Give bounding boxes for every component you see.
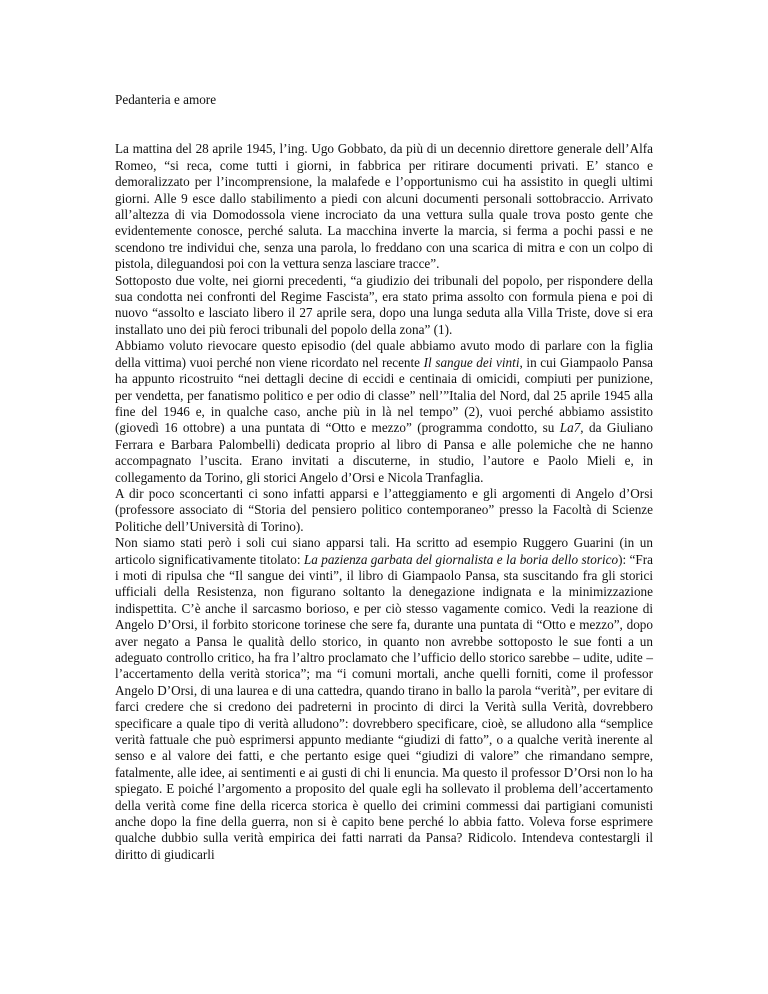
text-run: , da Giuliano Ferrara e Barbara Palombelli) dedicata proprio al libro di Pansa e alle polemiche che ne hanno accompagnato l’uscita. Erano invitati a discuterne, in studio, l’autore e Paolo Mieli e, in collegamento da Torino, gli storici Angelo d’Orsi e Nicola Tranfaglia. <box>115 420 653 485</box>
paragraph <box>115 486 653 535</box>
paragraph <box>115 535 653 863</box>
document-body <box>115 92 653 863</box>
document-title: Pedanteria e amore <box>115 92 217 107</box>
text-run: A dir poco sconcertanti ci sono infatti apparsi e l’atteggiamento e gli argomenti di Angelo d’Orsi (professore associato di “Storia del pensiero politico contemporaneo” presso la Facoltà di Scienze Politiche dell’Università di Torino). <box>115 485 653 534</box>
paragraphs-container <box>115 141 653 863</box>
italic-text-run: La7 <box>559 420 581 436</box>
paragraph <box>115 338 653 486</box>
text-run: Sottoposto due volte, nei giorni precedenti, “a giudizio dei tribunali del popolo, per rispondere della sua condotta nei confronti del Regime Fascista”, era stato prima assolto con formula piena e poi di nuovo “assolto e lasciato libero il 27 aprile sera, dopo una lunga seduta alla Villa Triste, dove si era installato uno dei più feroci tribunali del popolo della zona” (1). <box>115 272 653 337</box>
text-run: La mattina del 28 aprile 1945, l’ing. Ugo Gobbato, da più di un decennio direttore generale dell’Alfa Romeo, “si reca, come tutti i giorni, in fabbrica per ritirare documenti privati. E’ stanco e demoralizzato per l’incomprensione, la malafede e l’opportunismo cui ha assistito in quegli ultimi giorni. Alle 9 esce dallo stabilimento a piedi con alcuni documenti personali sottobraccio. Arrivato all’altezza di via Domodossola viene incrociato da una vettura sulla quale trova posto gente che evidentemente conosce, perché saluta. La macchina inverte la marcia, si ferma a pochi passi e ne scendono tre individui che, senza una parola, lo freddano con una scarica di mitra e con un colpo di pistola, dileguandosi poi con la vettura senza lasciare tracce”. <box>115 141 653 272</box>
paragraph <box>115 273 653 339</box>
paragraph <box>115 141 653 272</box>
text-run: Abbiamo voluto rievocare questo episodio (del quale abbiamo avuto modo di parlare con la figlia della vittima) vuoi perché non viene ricordato nel recente <box>115 338 653 370</box>
italic-text-run: La pazienza garbata del giornalista e la boria dello storico <box>303 551 619 567</box>
italic-text-run: Il sangue dei vinti <box>423 354 520 370</box>
text-run: ): “Fra i moti di ripulsa che “Il sangue dei vinti”, il libro di Giampaolo Pansa, sta suscitando fra gli storici ufficiali della Resistenza, non figurano soltanto la denegazione indignata e la minimizzazione indispettita. C’è anche il sarcasmo borioso, e per ciò stesso vagamente comico. Vedi la reazione di Angelo D’Orsi, il forbito storicone torinese che sere fa, durante una puntata di “Otto e mezzo”, dopo aver negato a Pansa le qualità dello storico, in quanto non avrebbe sottoposto le sue fonti a un adeguato controllo critico, ha fra l’altro proclamato che l’ufficio dello storico sarebbe – udite, udite – l’accertamento della verità storica”; ma “i comuni mortali, anche quelli forniti, come il professor Angelo D’Orsi, di una laurea e di una cattedra, quando tirano in ballo la parola “verità”, per evitare di farci credere che si credono dei padreterni in procinto di dirci la Verità sulla Verità, dovrebbero specificare a quale tipo di verità alludono”: dovrebbero specificare, cioè, se alludono alla “semplice verità fattuale che può esprimersi appunto mediante “giudizi di fatto”, o a qualche verità inerente al senso e al valore dei fatti, e che pertanto esige quei “giudizi di valore” che rimandano sempre, fatalmente, alle idee, ai sentimenti e ai gusti di chi li enuncia. Ma questo il professor D’Orsi non lo ha spiegato. E poiché l’argomento a proposito del quale egli ha sollevato il problema dell’accertamento della verità come fine della ricerca storica è quello dei crimini commessi dai partigiani comunisti anche dopo la fine della guerra, non si è capito bene perché lo abbia fatto. Voleva forse esprimere qualche dubbio sulla verità empirica dei fatti narrati da Pansa? Ridicolo. Intendeva contestargli il diritto di giudicarli <box>115 551 653 862</box>
text-run: , in cui Giampaolo Pansa ha appunto ricostruito “nei dettagli decine di eccidi e centinaia di omicidi, compiuti per punizione, per vendetta, per fanatismo politico e per odio di classe” nell’”Italia del Nord, dal 25 aprile 1945 alla fine del 1946 e, in qualche caso, anche più in là nel tempo” (2), vuoi perché abbiamo assistito (giovedì 16 ottobre) a una puntata di “Otto e mezzo” (programma condotto, su <box>115 354 653 436</box>
text-run: Non siamo stati però i soli cui siano apparsi tali. Ha scritto ad esempio Ruggero Guarini (in un articolo significativamente titolato: <box>115 535 653 567</box>
